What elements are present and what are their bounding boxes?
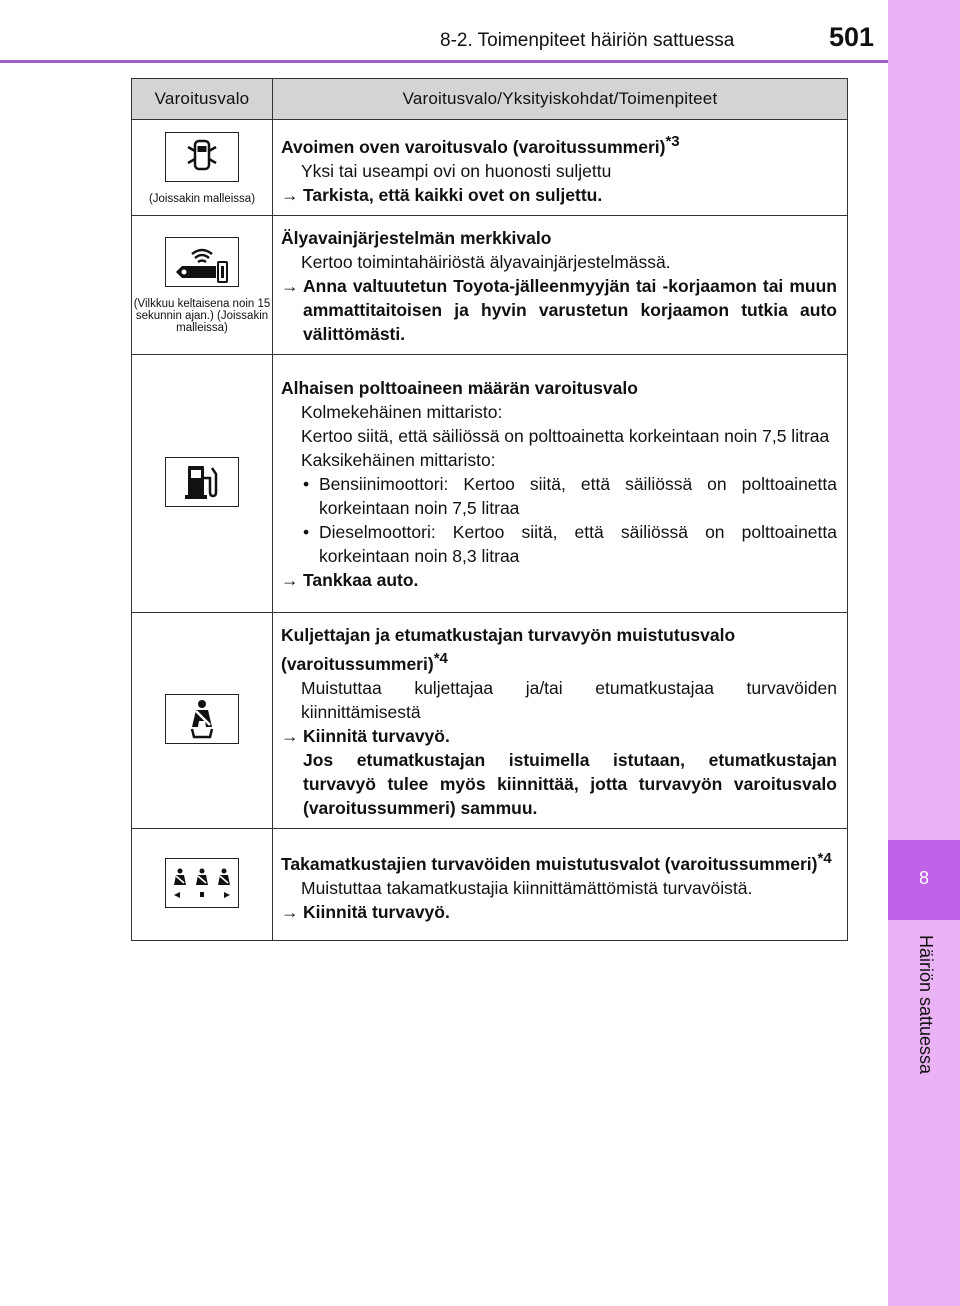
description-cell (273, 215, 848, 354)
row-action (281, 900, 837, 924)
icon-caption: (Joissakin malleissa) (148, 192, 256, 205)
arrow-icon: → (281, 184, 299, 205)
row-title-text: Kuljettajan ja etumatkustajan turvavyön muistutusvalo (varoitussummeri) (281, 624, 736, 674)
footnote-ref: *4 (817, 849, 832, 867)
bullet-icon: • (303, 522, 310, 543)
icon-cell (132, 828, 273, 940)
row-action-text: Anna valtuutetun Toyota-jälleenmyyjän tai -korjaamon tai muun ammattitaitoisen ja hyvin varustetun korjaamon tutkia auto välittömästi. (303, 275, 837, 344)
row-body: Yksi tai useampi ovi on huonosti suljettu (301, 160, 612, 181)
table-row (132, 120, 848, 216)
description-cell (273, 120, 848, 216)
row-title (281, 623, 837, 676)
icon-cell (132, 612, 273, 828)
row-title: Alhaisen polttoaineen määrän varoitusvalo (281, 378, 638, 399)
list-item-text: Bensiinimoottori: Kertoo siitä, että säiliössä on polttoainetta korkeintaan noin 7,5 litraa (319, 474, 837, 519)
list-item (281, 472, 837, 520)
row-title: Älyavainjärjestelmän merkkivalo (281, 227, 552, 248)
smart-key-system-icon (165, 237, 239, 287)
open-door-warning-icon (165, 132, 239, 182)
footnote-ref: *4 (433, 649, 448, 667)
chapter-tab[interactable] (888, 840, 960, 920)
table-row (132, 828, 848, 940)
row-body: Muistuttaa takamatkustajia kiinnittämättömistä turvavöistä. (301, 877, 753, 898)
list-item (281, 520, 837, 568)
row-action (281, 183, 837, 207)
description-cell (273, 828, 848, 940)
row-title-text: Avoimen oven varoitusvalo (varoitussummeri) (281, 136, 666, 157)
arrow-icon: → (281, 901, 299, 922)
footnote-ref: *3 (665, 133, 680, 150)
table-header-row (132, 79, 848, 120)
icon-cell (132, 120, 273, 216)
icon-cell (132, 354, 273, 612)
row-action-text: Kiinnitä turvavyö. (303, 725, 450, 746)
row-title-text: Takamatkustajien turvavöiden muistutusvalot (varoitussummeri) (281, 853, 818, 874)
row-body: Kertoo siitä, että säiliössä on polttoainetta korkeintaan noin 7,5 litraa (301, 426, 830, 447)
side-tab (888, 0, 960, 1306)
list-item-text: Dieselmoottori: Kertoo siitä, että säiliössä on polttoainetta korkeintaan noin 8,3 litraa (319, 522, 837, 567)
row-body: Kolmekehäinen mittaristo: (301, 402, 503, 423)
row-title (281, 130, 837, 159)
icon-caption: (Vilkkuu keltaisena noin 15 sekunnin ajan.) (Joissakin malleissa) (133, 298, 271, 335)
table-row (132, 354, 848, 612)
row-body: Kaksikehäinen mittaristo: (301, 450, 496, 471)
page-number: 501 (829, 22, 875, 52)
row-note: Jos etumatkustajan istuimella istutaan, etumatkustajan turvavyö tulee myös kiinnittää, jotta turvavyön varoitusvalo (varoitussummeri) sammuu. (303, 749, 837, 818)
rear-seatbelt-reminder-icon (165, 858, 239, 908)
row-action (281, 724, 837, 748)
row-body: Muistuttaa kuljettajaa ja/tai etumatkustajaa turvavöiden kiinnittämisestä (301, 677, 837, 722)
arrow-icon: → (281, 570, 299, 591)
row-title (281, 847, 837, 876)
warning-light-table (131, 78, 848, 941)
row-action-text: Tarkista, että kaikki ovet on suljettu. (303, 184, 603, 205)
low-fuel-icon (165, 457, 239, 507)
section-title: 8-2. Toimenpiteet häiriön sattuessa (440, 30, 735, 51)
icon-cell (132, 215, 273, 354)
description-cell (273, 354, 848, 612)
arrow-icon: → (281, 725, 299, 746)
table-row (132, 215, 848, 354)
row-body: Kertoo toimintahäiriöstä älyavainjärjestelmässä. (301, 251, 671, 272)
header-rule (0, 60, 888, 63)
row-action (281, 568, 837, 592)
arrow-icon: → (281, 275, 299, 296)
row-action (281, 274, 837, 346)
chapter-number: 8 (918, 868, 929, 888)
table-row (132, 612, 848, 828)
column-header-light: Varoitusvalo (132, 79, 273, 120)
seatbelt-reminder-icon (165, 694, 239, 744)
chapter-label: Häiriön sattuessa (916, 935, 936, 1075)
row-action-text: Tankkaa auto. (303, 570, 419, 591)
description-cell (273, 612, 848, 828)
bullet-icon: • (303, 474, 310, 495)
row-action-text: Kiinnitä turvavyö. (303, 901, 450, 922)
column-header-details: Varoitusvalo/Yksityiskohdat/Toimenpiteet (273, 79, 848, 120)
